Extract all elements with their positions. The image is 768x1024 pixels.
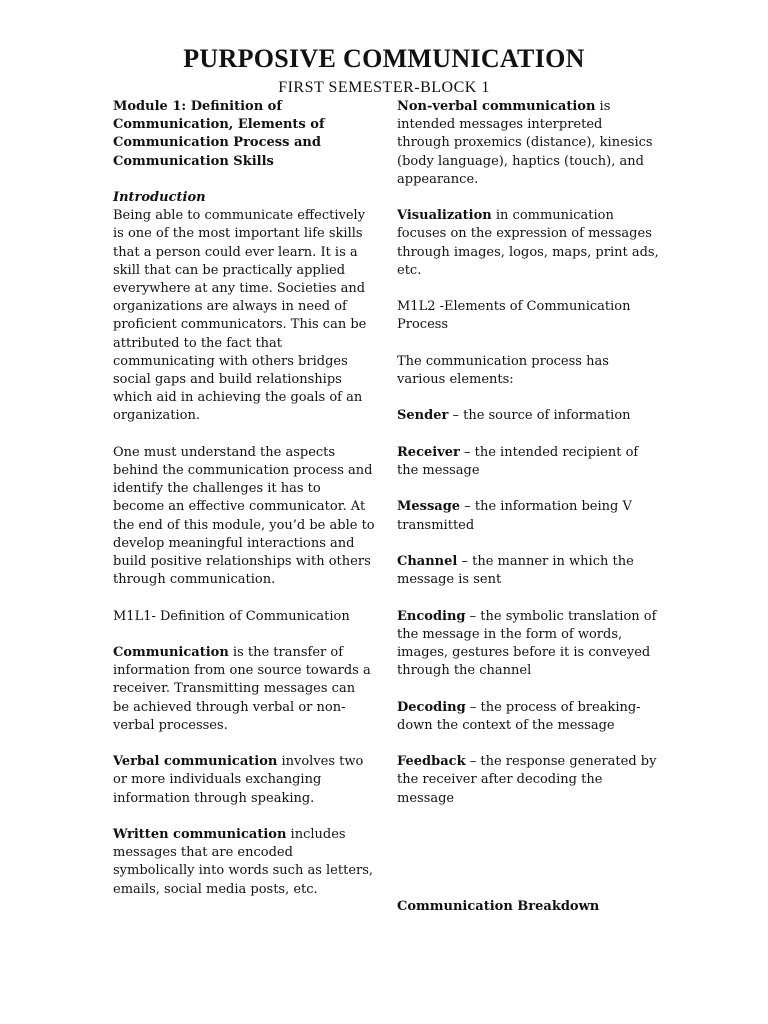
- verbal-communication-definition: [113, 753, 375, 808]
- communication-breakdown-heading: Communication Breakdown: [397, 898, 600, 914]
- document-subtitle: FIRST SEMESTER-BLOCK 1: [278, 79, 490, 96]
- element-sender: [397, 407, 659, 425]
- introduction-heading: Introduction: [113, 190, 206, 205]
- visualization-term: Visualization: [397, 208, 492, 224]
- right-column: [397, 98, 659, 934]
- feedback-text: – the response generated by the receiver after decoding the message: [397, 754, 657, 806]
- document-title: PURPOSIVE COMMUNICATION: [183, 44, 585, 73]
- message-term: Message: [397, 499, 461, 515]
- communication-term: Communication: [113, 645, 229, 661]
- element-feedback: [397, 753, 659, 808]
- decoding-term: Decoding: [397, 699, 466, 715]
- channel-text: – the manner in which the message is sent: [397, 553, 634, 588]
- element-receiver: [397, 444, 659, 480]
- m1l1-heading: M1L1- Definition of Communication: [113, 608, 350, 624]
- verbal-communication-text: involves two or more individuals exchanging information through speaking.: [113, 754, 364, 806]
- encoding-text: – the symbolic translation of the message in the form of words, images, gestures before it is conveyed through the channel: [397, 608, 657, 679]
- element-channel: [397, 553, 659, 589]
- nonverbal-communication-text: is intended messages interpreted through proxemics (distance), kinesics (body language), haptics (touch), and appearance.: [397, 99, 653, 187]
- sender-text: – the source of information: [448, 408, 631, 424]
- nonverbal-communication-term: Non-verbal communication: [397, 99, 596, 114]
- element-message: [397, 498, 659, 534]
- visualization-text: in communication focuses on the expression of messages through images, logos, maps, print ads, etc.: [397, 208, 659, 278]
- written-communication-text: includes messages that are encoded symbolically into words such as letters, emails, social media posts, etc.: [113, 827, 374, 897]
- process-intro: The communication process has various elements:: [397, 353, 609, 387]
- written-communication-definition: [113, 826, 375, 899]
- introduction-paragraph-1: Being able to communicate effectively is one of the most important life skills that a person could ever learn. It is a skill that can be practically applied everywhere at any time. Societies and organizations are always in need of proficient communicators. This can be attributed to the fact that communicating with others bridges social gaps and build relationships which aid in achieving the goals of an organization.: [113, 208, 367, 424]
- decoding-text: – the process of breaking-down the context of the message: [397, 699, 641, 733]
- sender-term: Sender: [397, 408, 449, 424]
- communication-definition: [113, 644, 375, 735]
- receiver-text: – the intended recipient of the message: [397, 444, 639, 478]
- element-encoding: [397, 608, 659, 681]
- message-text: – the information being V transmitted: [397, 499, 632, 533]
- receiver-term: Receiver: [397, 444, 460, 460]
- written-communication-term: Written communication: [113, 827, 287, 843]
- introduction-paragraph-2: One must understand the aspects behind the communication process and identify the challenges it has to become an effective communicator. At the end of this module, you’d be able to develop meaningful interactions and build positive relationships with others through communication.: [113, 444, 375, 588]
- module-heading: Module 1: Definition of Communication, Elements of Communication Process and Communication Skills: [113, 99, 325, 169]
- element-decoding: [397, 699, 659, 735]
- encoding-term: Encoding: [397, 608, 466, 624]
- channel-term: Channel: [397, 553, 458, 569]
- visualization-definition: [397, 207, 659, 280]
- communication-text: is the transfer of information from one source towards a receiver. Transmitting messages can be achieved through verbal or non-verbal processes.: [113, 645, 371, 733]
- m1l2-heading: M1L2 -Elements of Communication Process: [397, 299, 631, 333]
- nonverbal-communication-definition: [397, 98, 659, 189]
- verbal-communication-term: Verbal communication: [113, 754, 278, 770]
- left-column: [113, 98, 375, 917]
- feedback-term: Feedback: [397, 754, 466, 770]
